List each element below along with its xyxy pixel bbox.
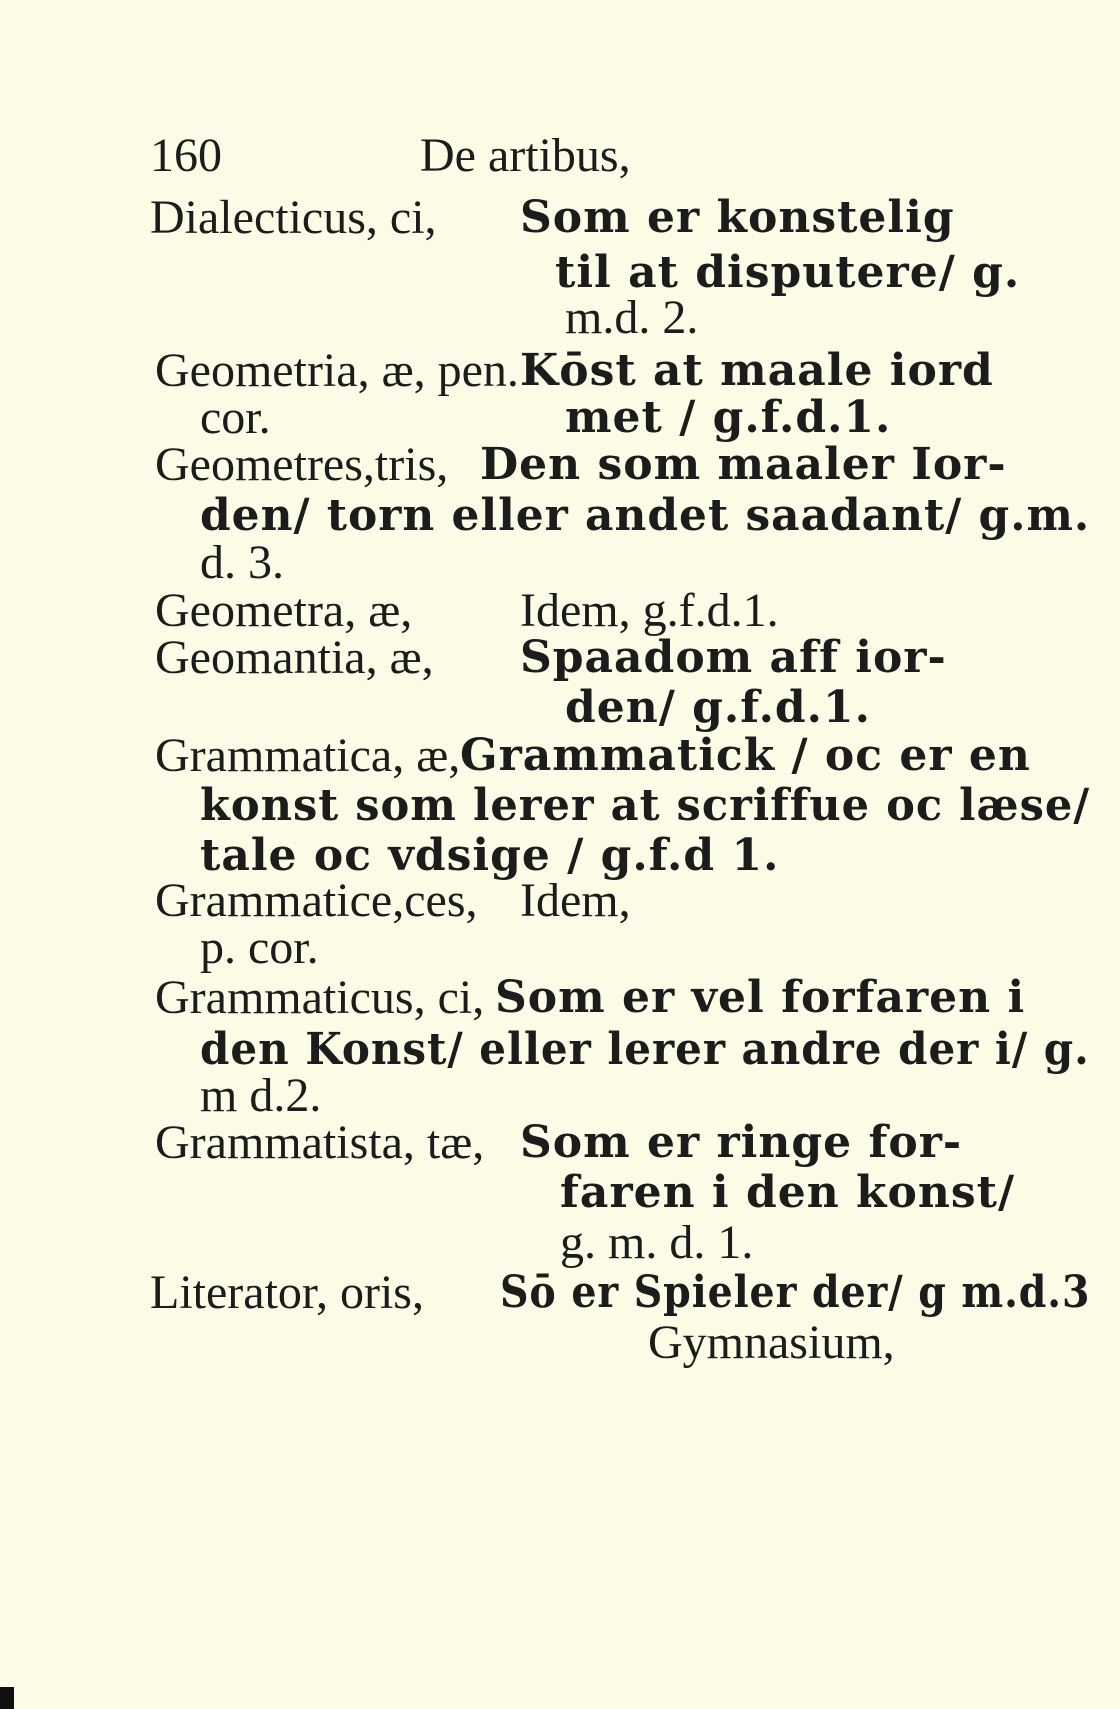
- entry-definition: den Konst/ eller lerer andre der i/ g.: [200, 1024, 1090, 1075]
- entry-term: Geometra, æ,: [155, 584, 413, 637]
- entry-definition: konst som lerer at scriffue oc læse/: [200, 780, 1091, 831]
- entry-definition: den/ g.f.d.1.: [565, 682, 871, 733]
- entry-definition: m d.2.: [200, 1069, 322, 1122]
- entry-definition: Som er vel forfaren i: [495, 972, 1026, 1023]
- entry-definition: Grammatick / oc er en: [460, 730, 1031, 781]
- entry-term: Geometres,tris,: [155, 438, 449, 491]
- entry-term: Grammaticus, ci,: [155, 971, 485, 1024]
- running-title: De artibus,: [420, 129, 631, 182]
- entry-definition: Kōst at maale iord: [520, 345, 994, 396]
- entry-definition: tale oc vdsige / g.f.d 1.: [200, 830, 780, 881]
- catchword: Gymnasium,: [648, 1316, 895, 1369]
- entry-definition: Som er konstelig: [520, 192, 955, 243]
- entry-definition: g. m. d. 1.: [560, 1216, 754, 1269]
- entry-definition: den/ torn eller andet saadant/ g.m.: [200, 490, 1091, 541]
- entry-definition: Idem,: [520, 874, 631, 927]
- entry-definition: faren i den konst/: [560, 1167, 1016, 1218]
- entry-definition: Som er ringe for-: [520, 1117, 963, 1168]
- entry-definition: Sō er Spieler der/ g m.d.3: [500, 1267, 1091, 1318]
- entry-term-continued: cor.: [200, 391, 271, 444]
- entry-definition: Den som maaler Ior-: [480, 439, 1007, 490]
- entry-definition: Idem, g.f.d.1.: [520, 584, 779, 637]
- entry-term: Grammatista, tæ,: [155, 1116, 485, 1169]
- scan-edge-mark: [0, 1687, 14, 1709]
- entry-definition: m.d. 2.: [565, 291, 699, 344]
- entry-term: Grammatice,ces,: [155, 874, 478, 927]
- entry-definition: Spaadom aff ior-: [520, 632, 947, 683]
- entry-term: Geomantia, æ,: [155, 631, 434, 684]
- entry-term: Literator, oris,: [150, 1266, 424, 1319]
- entry-definition: d. 3.: [200, 536, 284, 589]
- page-number: 160: [150, 129, 222, 182]
- entry-term-continued: p. cor.: [200, 921, 319, 974]
- entry-term: Geometria, æ, pen.: [155, 344, 519, 397]
- entry-term: Grammatica, æ,: [155, 729, 461, 782]
- entry-term: Dialecticus, ci,: [150, 191, 437, 244]
- entry-definition: met / g.f.d.1.: [565, 392, 892, 443]
- entry-definition: til at disputere/ g.: [555, 247, 1021, 298]
